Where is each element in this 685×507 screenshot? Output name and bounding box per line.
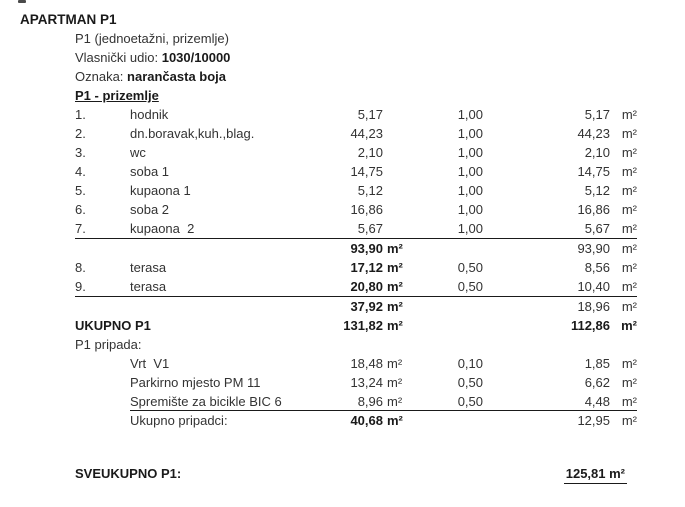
area-value: 20,80: [350, 279, 383, 294]
result-unit: m²: [621, 107, 637, 122]
ownership-line: [75, 48, 685, 67]
coefficient: 1,00: [457, 107, 483, 122]
result-unit: m²: [621, 279, 637, 294]
coefficient: 1,00: [457, 183, 483, 198]
coefficient: 0,50: [457, 279, 483, 294]
room-name: soba 1: [130, 164, 170, 179]
table-row-appurtenance-3: [75, 392, 637, 411]
area-unit: m²: [387, 260, 403, 275]
table-row-room-2: [75, 124, 637, 143]
area-cell: [225, 277, 407, 296]
area-unit: [383, 181, 407, 200]
mark-label: Oznaka:: [75, 69, 128, 84]
result-unit: m²: [621, 164, 637, 179]
table-row-appurtenances-subtotal: [75, 411, 637, 430]
result-value: 8,56: [584, 260, 610, 275]
ownership-label: Vlasnički udio:: [75, 50, 162, 65]
room-name: soba 2: [130, 202, 170, 217]
appurtenances-heading: P1 pripada:: [75, 337, 142, 352]
result-unit: m²: [621, 318, 637, 333]
result-unit: m²: [621, 221, 637, 236]
area-value: 14,75: [350, 164, 383, 179]
result-value: 5,17: [584, 107, 610, 122]
result-unit: m²: [621, 260, 637, 275]
room-name: dn.boravak,kuh.,blag.: [130, 126, 255, 141]
area-value: 5,67: [357, 221, 383, 236]
result-value: 5,12: [584, 183, 610, 198]
appurtenance-name: Parkirno mjesto PM 11: [130, 375, 261, 390]
area-value: 16,86: [350, 202, 383, 217]
area-value: 18,48: [350, 356, 383, 371]
area-unit: m²: [387, 318, 403, 333]
area-unit: m²: [387, 413, 403, 428]
area-cell: [225, 373, 407, 392]
result-value: 2,10: [584, 145, 610, 160]
grand-total-label: SVEUKUPNO P1:: [75, 466, 182, 481]
coefficient: 1,00: [457, 202, 483, 217]
coefficient: 0,50: [457, 375, 483, 390]
area-unit: [383, 219, 407, 238]
result-value: 5,67: [584, 221, 610, 236]
subtotal-result-value: 18,96: [577, 299, 610, 314]
subtotal-area-value: 93,90: [350, 241, 383, 256]
table-row-rooms-subtotal: [75, 239, 637, 258]
area-unit: [383, 124, 407, 143]
result-unit: m²: [621, 202, 637, 217]
row-number: 4.: [75, 164, 86, 179]
area-value: 17,12: [350, 260, 383, 275]
area-unit: m²: [387, 299, 403, 314]
area-cell: [225, 219, 407, 238]
ownership-value: 1030/10000: [161, 50, 231, 65]
area-cell: [225, 258, 407, 277]
area-value: 2,10: [357, 145, 383, 160]
row-number: 3.: [75, 145, 86, 160]
area-unit: m²: [387, 375, 403, 390]
room-name: wc: [130, 145, 146, 160]
row-number: 8.: [75, 260, 86, 275]
row-number: 5.: [75, 183, 86, 198]
area-cell: [225, 105, 407, 124]
result-value: 16,86: [577, 202, 610, 217]
coefficient: 0,50: [457, 394, 483, 409]
area-unit: m²: [387, 241, 403, 256]
table-row-appurtenance-2: [75, 373, 637, 392]
total-result-value: 112,86: [570, 318, 610, 333]
area-cell: [225, 239, 407, 258]
row-number: 2.: [75, 126, 86, 141]
coefficient: 1,00: [457, 164, 483, 179]
table-row-total: [75, 316, 637, 335]
row-number: 1.: [75, 107, 86, 122]
table-row-appurtenance-1: [75, 354, 637, 373]
area-cell: [225, 316, 407, 335]
result-unit: m²: [621, 183, 637, 198]
room-name: hodnik: [130, 107, 169, 122]
appurtenance-name: Spremište za bicikle BIC 6: [130, 394, 282, 409]
document-header: [75, 29, 685, 105]
subtotal-area-value: 40,68: [350, 413, 383, 428]
unit-type-line: P1 (jednoetažni, prizemlje): [75, 31, 229, 46]
area-cell: [225, 181, 407, 200]
result-unit: m²: [621, 145, 637, 160]
result-value: 4,48: [584, 394, 610, 409]
area-cell: [225, 392, 407, 410]
subtotal-result-value: 12,95: [577, 413, 610, 428]
area-cell: [225, 124, 407, 143]
result-unit: m²: [621, 299, 637, 314]
area-cell: [225, 411, 407, 430]
area-value: 44,23: [350, 126, 383, 141]
total-area-value: 131,82: [343, 318, 383, 333]
result-unit: m²: [621, 126, 637, 141]
area-value: 8,96: [357, 394, 383, 409]
area-value: 13,24: [350, 375, 383, 390]
area-unit: [383, 162, 407, 181]
room-name: kupaona 1: [130, 183, 191, 198]
room-name: terasa: [130, 279, 167, 294]
result-value: 14,75: [577, 164, 610, 179]
mark-line: [75, 67, 685, 86]
subtotal-area-value: 37,92: [350, 299, 383, 314]
area-cell: [225, 354, 407, 373]
area-unit: [383, 200, 407, 219]
appurtenances-subtotal-label: Ukupno pripadci:: [130, 413, 228, 428]
scan-edge-artifact: [18, 0, 26, 3]
result-value: 10,40: [577, 279, 610, 294]
table-row-room-7: [75, 219, 637, 239]
document-title: APARTMAN P1: [20, 12, 117, 27]
total-label: UKUPNO P1: [75, 318, 151, 333]
subtotal-result-value: 93,90: [577, 241, 610, 256]
table-row-room-4: [75, 162, 637, 181]
table-row-room-6: [75, 200, 637, 219]
row-number: 9.: [75, 279, 86, 294]
section-heading-line: [75, 86, 685, 105]
grand-total-value: 125,81 m²: [564, 464, 627, 484]
result-unit: m²: [621, 394, 637, 409]
table-row-terrace-8: [75, 258, 637, 277]
area-cell: [225, 200, 407, 219]
area-table: [75, 105, 637, 335]
coefficient: 0,10: [457, 356, 483, 371]
row-number: 7.: [75, 221, 86, 236]
grand-total-row: [75, 464, 637, 484]
result-value: 1,85: [584, 356, 610, 371]
area-value: 5,17: [357, 107, 383, 122]
coefficient: 1,00: [457, 126, 483, 141]
area-value: 5,12: [357, 183, 383, 198]
room-name: terasa: [130, 260, 167, 275]
appurtenance-name: Vrt V1: [130, 356, 170, 371]
area-cell: [225, 162, 407, 181]
result-unit: m²: [621, 375, 637, 390]
room-name: kupaona 2: [130, 221, 195, 236]
table-row-room-5: [75, 181, 637, 200]
area-cell: [225, 143, 407, 162]
result-unit: m²: [621, 413, 637, 428]
section-heading: P1 - prizemlje: [75, 88, 159, 103]
coefficient: 0,50: [457, 260, 483, 275]
table-row-room-3: [75, 143, 637, 162]
coefficient: 1,00: [457, 221, 483, 236]
area-unit: m²: [387, 279, 403, 294]
area-unit: m²: [387, 394, 403, 409]
row-number: 6.: [75, 202, 86, 217]
coefficient: 1,00: [457, 145, 483, 160]
area-unit: [383, 105, 407, 124]
table-row-room-1: [75, 105, 637, 124]
result-unit: m²: [621, 241, 637, 256]
area-cell: [225, 297, 407, 316]
appurtenances-table: [75, 354, 637, 430]
result-unit: m²: [621, 356, 637, 371]
result-value: 6,62: [584, 375, 610, 390]
area-unit: [383, 143, 407, 162]
result-value: 44,23: [577, 126, 610, 141]
mark-value: narančasta boja: [127, 69, 227, 84]
table-row-terrace-9: [75, 277, 637, 297]
table-row-terraces-subtotal: [75, 297, 637, 316]
area-unit: m²: [387, 356, 403, 371]
